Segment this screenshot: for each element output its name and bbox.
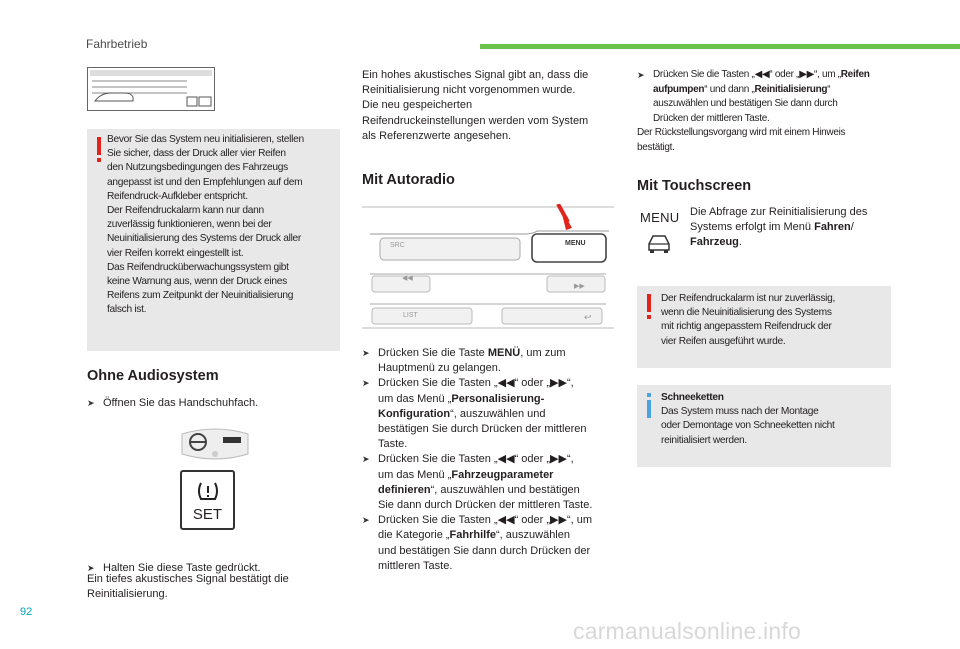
warning-line: vier Reifen korrekt eingestellt ist. <box>107 247 244 259</box>
touch-warning-text: Der Reifendruckalarm ist nur zuverlässig, wenn die Neuinitialisierung des Systems mit richtig angepasstem Reifendruck der vier Reifen ausgeführt wurde. <box>661 293 835 347</box>
svg-text:↩: ↩ <box>584 312 592 322</box>
fast-forward-icon: ▶▶ <box>550 453 567 466</box>
radio-step-1: ➤ Drücken Sie die Taste MENÜ, um zum Hauptmenü zu gelangen. <box>362 347 566 375</box>
set-label: SET <box>192 506 223 523</box>
arrow-right-icon: ➤ <box>362 454 370 465</box>
step-open-glovebox: ➤ Öffnen Sie das Handschuhfach. <box>87 396 353 411</box>
arrow-right-icon: ➤ <box>362 378 370 389</box>
left-paragraph: Ein tiefes akustisches Signal bestätigt die Reinitialisierung. <box>87 573 289 601</box>
set-button[interactable] <box>180 470 235 530</box>
arrow-right-icon: ➤ <box>87 563 95 574</box>
radio-step-4: ➤ Drücken Sie die Tasten „◀◀“ oder „▶▶“, um die Kategorie „Fahrhilfe“, auszuwählen und bestätigen Sie dann durch Drücken der mittleren Taste. <box>362 514 593 572</box>
warning-line: Reifendruck-Aufkleber entspricht. <box>107 190 248 202</box>
arrow-right-icon: ➤ <box>362 348 370 358</box>
arrow-right-icon: ➤ <box>87 398 95 408</box>
warning-icon <box>94 137 104 163</box>
step-hold-button: ➤ Halten Sie diese Taste gedrückt. <box>87 561 353 576</box>
right-step: ➤ Drücken Sie die Tasten „◀◀“ oder „▶▶“, um „Reifen aufpumpen“ und dann „Reinitialisierung“ auszuwählen und bestätigen Sie dann durch Drücken der mittleren Taste. Der Rückstellungsvorgang wird mit einem Hinweis bestätigt. <box>637 68 897 155</box>
svg-text:▶▶: ▶▶ <box>574 283 585 290</box>
warning-line: Der Reifendruckalarm kann nur dann <box>107 205 264 217</box>
warning-line: keine Warnung aus, wenn der Druck eines <box>107 276 287 288</box>
warning-line: Sie sicher, dass der Druck aller vier Reifen <box>107 148 286 160</box>
warning-line: zuverlässig funktionieren, wenn bei der <box>107 219 272 231</box>
info-icon <box>644 393 654 419</box>
touchscreen-text: Die Abfrage zur Reinitialisierung des Systems erfolgt im Menü Fahren/ Fahrzeug. <box>690 206 868 249</box>
warning-line: angepasst ist und den Empfehlungen auf dem <box>107 176 303 188</box>
warning-line: falsch ist. <box>107 304 147 316</box>
radio-panel-illustration <box>362 204 614 332</box>
radio-step-3: ➤ Drücken Sie die Tasten „◀◀“ oder „▶▶“, um das Menü „Fahrzeugparameter definieren“, auszuwählen und bestätigen Sie dann durch Drücken der mittleren Taste. <box>362 453 593 512</box>
warning-line: den Nutzungsbedingungen des Fahrzeugs <box>107 162 288 174</box>
fast-forward-icon: ▶▶ <box>550 377 567 390</box>
warning-icon <box>644 294 654 320</box>
heading-mit-autoradio: Mit Autoradio <box>362 172 455 188</box>
warning-box <box>87 129 340 351</box>
warning-line: Das Reifendrucküberwachungssystem gibt <box>107 261 289 273</box>
fast-forward-icon: ▶▶ <box>550 514 567 527</box>
info-box <box>637 385 891 467</box>
warning-line: Neuinitialisierung des Systems der Druck aller <box>107 233 301 245</box>
touch-warning-box <box>637 286 891 368</box>
section-bar <box>480 44 960 49</box>
radio-step-2: ➤ Drücken Sie die Tasten „◀◀“ oder „▶▶“, um das Menü „Personalisierung- Konfiguration“, auszuwählen und bestätigen Sie durch Drücken der mittleren Taste. <box>362 377 587 451</box>
list-button-label: LIST <box>403 312 418 319</box>
rewind-icon: ◀◀ <box>754 69 770 80</box>
info-text: Schneeketten Das System muss nach der Montage oder Demontage von Schneeketten nicht reinitialisiert werden. <box>661 392 835 446</box>
rewind-icon: ◀◀ <box>497 514 515 527</box>
warning-line: Bevor Sie das System neu initialisieren, stellen <box>107 134 304 145</box>
menu-label: MENU <box>640 210 680 225</box>
menu-button-label: MENU <box>565 240 586 247</box>
car-icon <box>646 232 672 254</box>
rewind-icon: ◀◀ <box>497 377 515 390</box>
page-number: 92 <box>20 606 33 618</box>
arrow-right-icon: ➤ <box>362 515 370 526</box>
section-title: Fahrbetrieb <box>86 37 148 51</box>
watermark: carmanualsonline.info <box>573 618 801 644</box>
svg-text:◀◀: ◀◀ <box>402 275 413 282</box>
fast-forward-icon: ▶▶ <box>799 69 814 80</box>
heading-mit-touchscreen: Mit Touchscreen <box>637 178 752 194</box>
tire-pressure-label-image <box>87 67 215 111</box>
warning-line: Reifens zum Zeitpunkt der Neuinitialisierung <box>107 290 294 302</box>
warning-text <box>107 133 337 318</box>
heading-ohne-audiosystem: Ohne Audiosystem <box>87 368 219 384</box>
right-step-1: ➤ Drücken Sie die Tasten „◀◀“ oder „▶▶“, um „Reifen aufpumpen“ und dann „Reinitialisierung“ auszuwählen und bestätigen Sie dann durch Drücken der mittleren Taste. <box>637 69 870 124</box>
middle-intro: Ein hohes akustisches Signal gibt an, dass die Reinitialisierung nicht vorgenommen wurde. Die neu gespeicherten Reifendruckeinstellungen werden vom System als Referenzwerte angesehen. <box>362 69 589 142</box>
src-button-label: SRC <box>390 242 405 249</box>
tire-pressure-icon <box>196 480 220 502</box>
radio-steps <box>362 346 622 574</box>
arrow-right-icon: ➤ <box>637 70 645 80</box>
rewind-icon: ◀◀ <box>497 453 515 466</box>
glovebox-illustration <box>178 426 252 464</box>
